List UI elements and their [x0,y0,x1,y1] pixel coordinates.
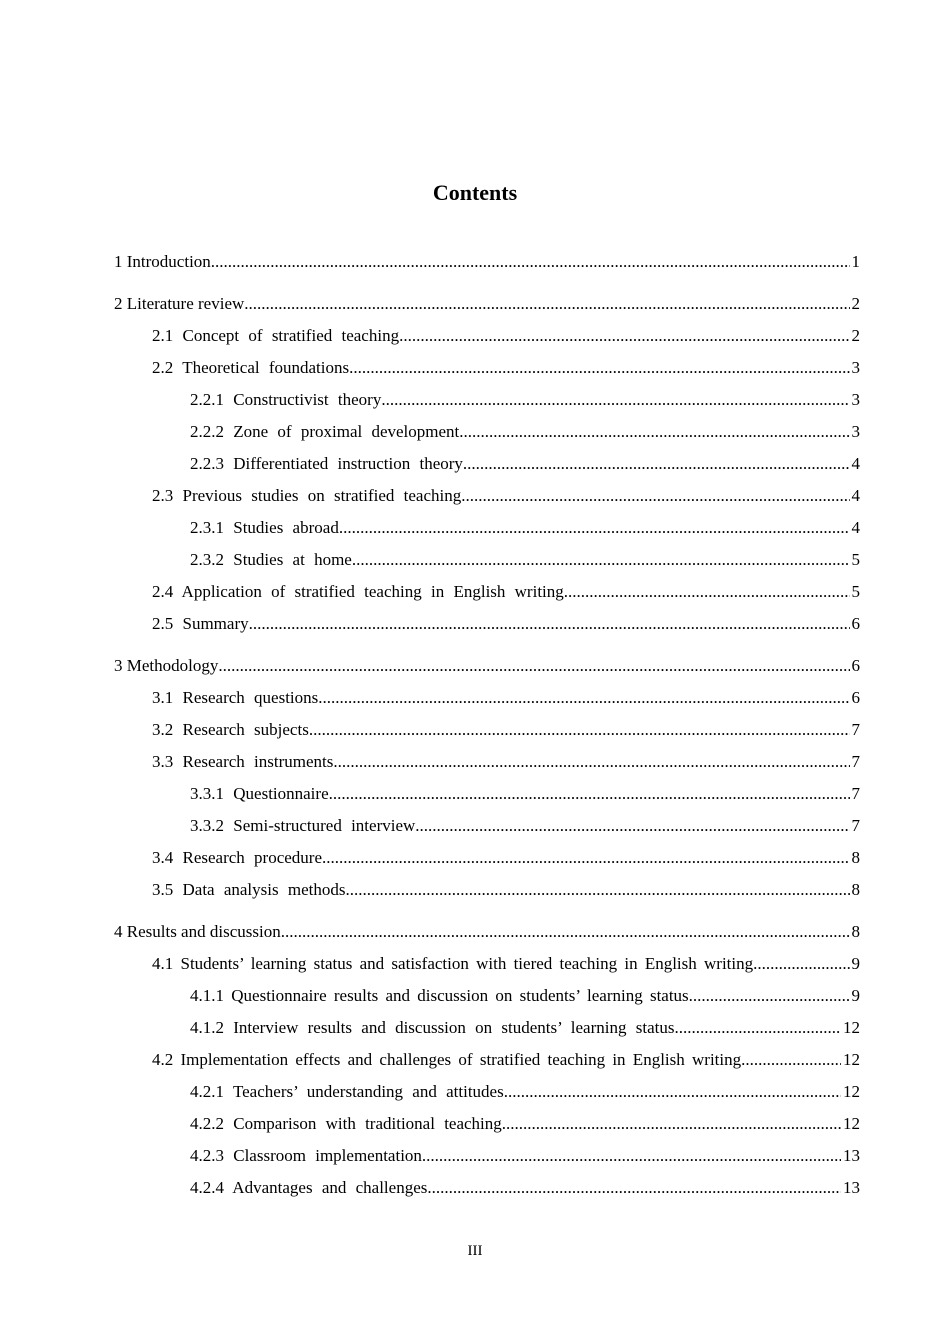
toc-entry[interactable] [114,682,860,714]
toc-dot-leader [211,246,850,278]
toc-dot-leader [461,480,849,512]
toc-entry[interactable] [114,810,860,842]
toc-entry-title: 3.3 Research instruments [152,752,334,771]
toc-dot-leader [333,746,849,778]
toc-entry-page: 5 [851,582,860,601]
toc-entry-title: 2.3.2 Studies at home [190,550,352,569]
toc-dot-leader [422,1140,841,1172]
toc-entry-page: 6 [851,614,860,633]
toc-entry[interactable] [114,1172,860,1204]
toc-entry-page: 8 [851,880,860,899]
toc-dot-leader [741,1044,841,1076]
toc-entry-page: 4 [851,518,860,537]
toc-entry-page: 7 [851,752,860,771]
toc-dot-leader [502,1108,841,1140]
toc-dot-leader [753,948,849,980]
toc-dot-leader [309,714,850,746]
toc-entry-title: 4.1.2 Interview results and discussion on students’ learning status [190,1018,675,1037]
toc-dot-leader [564,576,850,608]
toc-entry[interactable] [114,246,860,278]
toc-dot-leader [463,448,850,480]
toc-entry-page: 13 [843,1146,860,1165]
toc-entry-page: 9 [851,954,860,973]
toc-entry-page: 2 [851,294,860,313]
toc-entry[interactable] [114,576,860,608]
toc-entry[interactable] [114,980,860,1012]
toc-entry-page: 6 [851,688,860,707]
toc-entry[interactable] [114,416,860,448]
toc-entry-page: 6 [851,656,860,675]
toc-entry-title: 4 Results and discussion [114,922,281,941]
toc-entry[interactable] [114,320,860,352]
toc-entry-title: 2.2.3 Differentiated instruction theory [190,454,463,473]
toc-entry-page: 7 [851,816,860,835]
toc-entry-page: 7 [851,784,860,803]
toc-entry-title: 2.4 Application of stratified teaching in English writing [152,582,564,601]
toc-entry[interactable] [114,1108,860,1140]
toc-entry-page: 12 [843,1050,860,1069]
toc-entry-page: 12 [843,1114,860,1133]
toc-dot-leader [349,352,849,384]
toc-dot-leader [244,288,849,320]
toc-entry[interactable] [114,650,860,682]
toc-entry-title: 4.2.2 Comparison with traditional teaching [190,1114,502,1133]
toc-entry[interactable] [114,714,860,746]
toc-entry[interactable] [114,1012,860,1044]
toc-entry-title: 4.2.1 Teachers’ understanding and attitudes [190,1082,504,1101]
toc-entry[interactable] [114,448,860,480]
toc-entry-page: 5 [851,550,860,569]
toc-entry-title: 4.1.1 Questionnaire results and discussion on students’ learning status [190,986,689,1005]
toc-entry-title: 2.3.1 Studies abroad [190,518,339,537]
toc-entry-title: 1 Introduction [114,252,211,271]
toc-entry-page: 4 [851,454,860,473]
toc-dot-leader [249,608,850,640]
toc-entry-page: 13 [843,1178,860,1197]
toc-entry[interactable] [114,352,860,384]
toc-entry[interactable] [114,544,860,576]
page-title: Contents [432,180,518,205]
toc-entry-title: 3.1 Research questions [152,688,319,707]
toc-entry[interactable] [114,384,860,416]
toc-entry-title: 2.3 Previous studies on stratified teaching [152,486,462,505]
toc-entry[interactable] [114,778,860,810]
toc-entry-page: 3 [851,390,860,409]
toc-dot-leader [415,810,849,842]
toc-dot-leader [322,842,849,874]
toc-entry[interactable] [114,948,860,980]
toc-dot-leader [689,980,850,1012]
toc-entry[interactable] [114,288,860,320]
toc-entry-title: 3 Methodology [114,656,219,675]
page-number: III [467,1243,483,1259]
toc-entry[interactable] [114,916,860,948]
toc-entry-page: 9 [851,986,860,1005]
toc-entry-title: 4.1 Students’ learning status and satisfaction with tiered teaching in English writing [152,954,754,973]
toc-entry-title: 4.2 Implementation effects and challenges of stratified teaching in English writing [152,1050,742,1069]
toc-entry[interactable] [114,874,860,906]
toc-dot-leader [674,1012,841,1044]
toc-entry-title: 3.4 Research procedure [152,848,323,867]
toc-entry-title: 4.2.3 Classroom implementation [190,1146,422,1165]
toc-entry-page: 2 [851,326,860,345]
toc-entry-page: 12 [843,1082,860,1101]
toc-entry-title: 3.5 Data analysis methods [152,880,346,899]
toc-entry[interactable] [114,608,860,640]
toc-dot-leader [504,1076,841,1108]
toc-entry-page: 3 [851,422,860,441]
toc-dot-leader [399,320,849,352]
toc-entry-page: 7 [851,720,860,739]
toc-entry-title: 2.1 Concept of stratified teaching [152,326,400,345]
toc-entry-title: 2.2 Theoretical foundations [152,358,350,377]
toc-entry-page: 4 [851,486,860,505]
toc-dot-leader [345,874,849,906]
toc-dot-leader [427,1172,841,1204]
toc-entry-title: 2.2.2 Zone of proximal development [190,422,460,441]
toc-entry-title: 3.3.1 Questionnaire [190,784,329,803]
toc-entry-title: 4.2.4 Advantages and challenges [190,1178,428,1197]
toc-entry[interactable] [114,480,860,512]
toc-entry[interactable] [114,1076,860,1108]
toc-entry[interactable] [114,746,860,778]
toc-entry-title: 2.5 Summary [152,614,249,633]
toc-entry-title: 2 Literature review [114,294,245,313]
toc-entry-page: 1 [851,252,860,271]
toc-entry-page: 3 [851,358,860,377]
toc-dot-leader [218,650,849,682]
toc-dot-leader [459,416,849,448]
toc-entry[interactable] [114,1140,860,1172]
toc-dot-leader [339,512,850,544]
table-of-contents [114,246,860,1204]
toc-entry-page: 8 [851,848,860,867]
toc-entry-page: 8 [851,922,860,941]
toc-entry-title: 3.3.2 Semi-structured interview [190,816,416,835]
toc-entry-title: 3.2 Research subjects [152,720,309,739]
toc-entry-title: 2.2.1 Constructivist theory [190,390,382,409]
toc-entry-page: 12 [843,1018,860,1037]
toc-entry[interactable] [114,512,860,544]
toc-dot-leader [329,778,850,810]
toc-entry[interactable] [114,842,860,874]
toc-entry[interactable] [114,1044,860,1076]
toc-dot-leader [352,544,850,576]
toc-dot-leader [281,916,850,948]
toc-dot-leader [318,682,849,714]
toc-dot-leader [381,384,849,416]
